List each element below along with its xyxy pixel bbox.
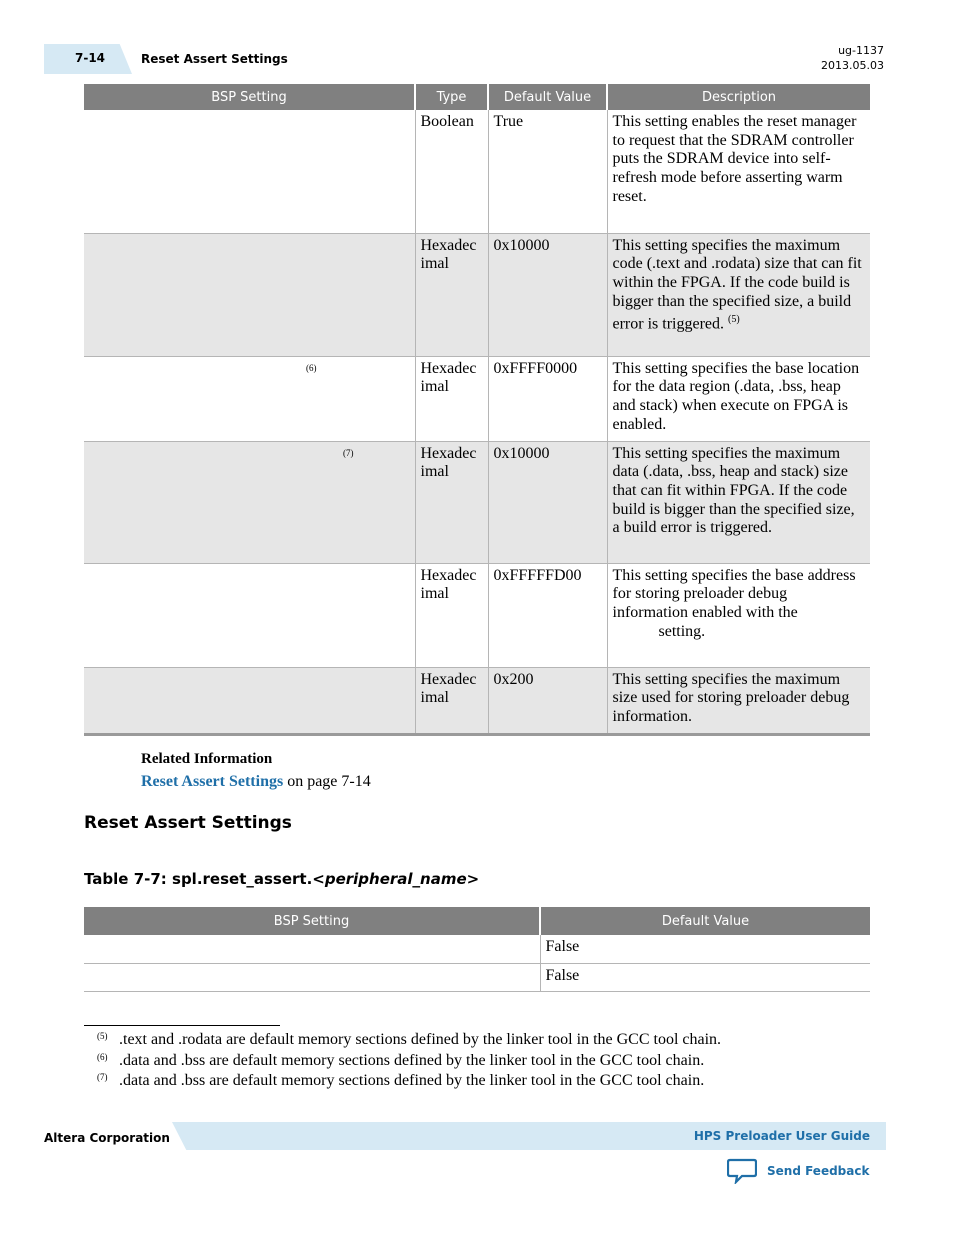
table-row bbox=[84, 667, 870, 734]
footnote-ref: (5) bbox=[728, 314, 740, 326]
default-cell: True bbox=[488, 110, 607, 233]
related-link-suffix: on page 7-14 bbox=[287, 773, 371, 790]
description-cell: This setting specifies the base address for storing preloader debug information enabled with the setting. bbox=[607, 563, 870, 667]
default-cell: 0xFFFF0000 bbox=[488, 356, 607, 441]
table-header-row bbox=[84, 84, 870, 110]
company-name: Altera Corporation bbox=[44, 1131, 170, 1145]
setting-cell bbox=[84, 233, 415, 356]
doc-date: 2013.05.03 bbox=[821, 59, 884, 72]
type-cell: Hexadec imal bbox=[415, 441, 488, 563]
type-cell: Hexadec imal bbox=[415, 667, 488, 734]
section-heading: Reset Assert Settings bbox=[84, 813, 292, 833]
setting-cell bbox=[84, 667, 415, 734]
setting-cell bbox=[84, 356, 415, 441]
table-row bbox=[84, 935, 870, 963]
footnote-ref: (6) bbox=[306, 362, 317, 373]
setting-cell bbox=[84, 110, 415, 233]
setting-cell bbox=[84, 963, 540, 992]
guide-title-link[interactable]: HPS Preloader User Guide bbox=[693, 1129, 870, 1143]
description-cell: This setting specifies the maximum data (.data, .bss, heap and stack) size that can fit within FPGA. If the code build is bigger than the specified size, a build error is triggered. bbox=[607, 441, 870, 563]
table-header-row bbox=[84, 907, 870, 935]
related-info-line bbox=[141, 773, 371, 791]
column-header: Type bbox=[415, 84, 488, 110]
column-header: Description bbox=[607, 84, 870, 110]
description-tail: setting. bbox=[658, 622, 706, 640]
type-cell: Boolean bbox=[415, 110, 488, 233]
page-number: 7-14 bbox=[75, 51, 106, 65]
default-cell: 0x10000 bbox=[488, 233, 607, 356]
column-header: Default Value bbox=[488, 84, 607, 110]
related-info-title: Related Information bbox=[141, 751, 273, 767]
default-cell: False bbox=[540, 935, 870, 963]
description-cell: This setting specifies the maximum code (.text and .rodata) size that can fit within the FPGA. If the code build is bigger than the specified size, a build error is triggered. $^{(5)}$ bbox=[607, 233, 870, 356]
doc-id: ug-1137 bbox=[838, 44, 884, 57]
type-cell: Hexadec imal bbox=[415, 356, 488, 441]
speech-bubble-icon bbox=[727, 1158, 757, 1184]
column-header: BSP Setting bbox=[84, 84, 415, 110]
footnote: (6) .data and .bss are default memory sections defined by the linker tool in the GCC tool chain. bbox=[97, 1052, 705, 1069]
table-row bbox=[84, 110, 870, 233]
default-cell: 0x10000 bbox=[488, 441, 607, 563]
table-caption: Table 7-7: spl.reset_assert.<peripheral_name> bbox=[84, 870, 480, 888]
default-cell: 0xFFFFFD00 bbox=[488, 563, 607, 667]
send-feedback-label: Send Feedback bbox=[767, 1164, 870, 1178]
doc-info bbox=[821, 43, 884, 73]
send-feedback-button[interactable] bbox=[727, 1158, 869, 1184]
setting-cell bbox=[84, 441, 415, 563]
default-cell: False bbox=[540, 963, 870, 992]
table-row bbox=[84, 563, 870, 667]
table-row bbox=[84, 441, 870, 563]
footnote-rule bbox=[84, 1025, 280, 1026]
footnote: (5) .text and .rodata are default memory sections defined by the linker tool in the GCC tool chain. bbox=[97, 1031, 722, 1048]
column-header: BSP Setting bbox=[84, 907, 540, 935]
table-row bbox=[84, 963, 870, 992]
footnote-ref: (7) bbox=[343, 447, 354, 458]
type-cell: Hexadec imal bbox=[415, 563, 488, 667]
footnote: (7) .data and .bss are default memory sections defined by the linker tool in the GCC tool chain. bbox=[97, 1072, 705, 1089]
table-row bbox=[84, 233, 870, 356]
bsp-settings-table bbox=[84, 84, 870, 736]
reset-assert-table bbox=[84, 907, 870, 992]
description-cell: This setting specifies the maximum size used for storing preloader debug information. bbox=[607, 667, 870, 734]
type-cell: Hexadec imal bbox=[415, 233, 488, 356]
description-cell: This setting specifies the base location for the data region (.data, .bss, heap and stack) when execute on FPGA is enabled. bbox=[607, 356, 870, 441]
table-row bbox=[84, 356, 870, 441]
setting-cell bbox=[84, 935, 540, 963]
setting-cell bbox=[84, 563, 415, 667]
running-title: Reset Assert Settings bbox=[141, 52, 288, 66]
reset-assert-settings-link[interactable]: Reset Assert Settings bbox=[141, 773, 284, 790]
default-cell: 0x200 bbox=[488, 667, 607, 734]
column-header: Default Value bbox=[540, 907, 870, 935]
description-cell: This setting enables the reset manager to request that the SDRAM controller puts the SDRAM device into self-refresh mode before asserting warm reset. bbox=[607, 110, 870, 233]
